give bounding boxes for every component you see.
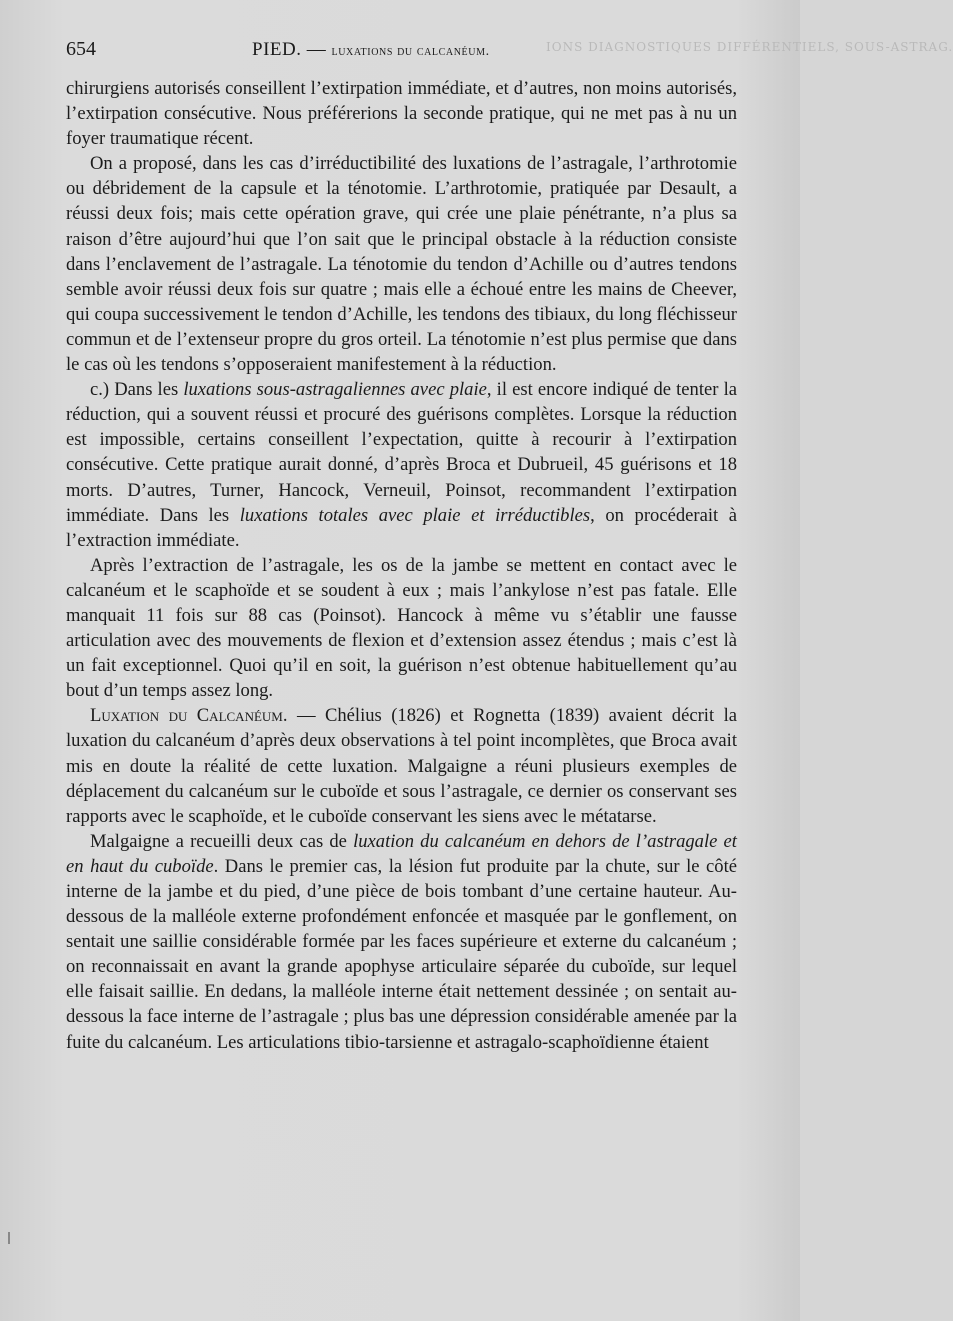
page-number: 654 — [66, 38, 96, 60]
paragraph-p6 — [66, 829, 737, 1055]
text-run: — Chélius (1826) et Rognetta (1839) avaient décrit la luxation du calcanéum d’après deux observations à tel point incomplètes, que Broca avait mis en doute la réalité de cette luxation. Malgaigne a réuni plusieurs exemples de déplacement du calcanéum sur le cuboïde et sous l’astragale, ce dernier os conservant ses rapports avec le scaphoïde, et le cuboïde conservant les siens avec le métatarse. — [66, 705, 737, 827]
text-run: c.) Dans les — [90, 379, 184, 401]
paragraph-p1 — [66, 76, 737, 151]
paragraph-p4 — [66, 553, 737, 704]
section-heading: Luxation du Calcanéum. — [90, 705, 288, 727]
text-run: , on procéderait à l’extraction immédiate. — [66, 504, 737, 551]
paragraph-p2 — [66, 151, 737, 377]
margin-mark — [8, 1232, 10, 1244]
paragraph-p5 — [66, 703, 737, 828]
text-run: , il est encore indiqué de tenter la réduction, qui a souvent réussi et procuré des guérisons complètes. Lorsque la réduction est impossible, certains conseillent l’expectation, quitte à recourir à l’extirpation consécutive. Cette pratique aurait donné, d’après Broca et Dubrueil, 45 guérisons et 18 morts. D’autres, Turner, Hancock, Verneuil, Poinsot, recommandent l’extirpation immédiate. Dans les — [66, 379, 737, 526]
running-head-sub: luxations du calcanéum. — [331, 44, 490, 59]
show-through-text: IONS DIAGNOSTIQUES DIFFÉRENTIELS, SOUS-ASTRAG. — [546, 40, 953, 54]
running-head-main: PIED. — — [252, 39, 327, 60]
text-run: On a proposé, dans les cas d’irréductibilité des luxations de l’astragale, l’arthrotomie ou débridement de la capsule et la ténotomie. L’arthrotomie, pratiquée par Desault, a réussi deux fois; mais cette opération grave, qui crée une plaie pénétrante, n’a plus sa raison d’être aujourd’hui que l’on sait que le principal obstacle à la réduction consiste dans l’enclavement de l’astragale. La ténotomie du tendon d’Achille ou d’autres tendons semble avoir réussi deux fois sur quatre ; mais elle a échoué entre les mains de Cheever, qui coupa successivement le tendon d’Achille, les tendons des tibiaux, du long fléchisseur commun et de l’extenseur propre du gros orteil. La ténotomie n’est plus permise que dans le cas où les tendons s’opposeraient manifestement à la réduction. — [66, 153, 737, 376]
body-text — [66, 76, 737, 1055]
text-run: chirurgiens autorisés conseillent l’extirpation immédiate, et d’autres, non moins autorisés, l’extirpation consécutive. Nous préférerions la seconde pratique, qui ne met pas à nu un foyer traumatique récent. — [66, 78, 737, 150]
italic-phrase: luxations totales avec plaie et irréductibles — [239, 504, 591, 526]
italic-phrase: luxations sous-astragaliennes avec plaie — [183, 379, 487, 401]
text-run: . Dans le premier cas, la lésion fut produite par la chute, sur le côté interne de la jambe et du pied, d’une pièce de bois tombant d’une certaine hauteur. Au-dessous de la malléole externe profondément enfoncée et masquée par le gonflement, on sentait une saillie considérable formée par les faces supérieure et externe du calcanéum ; on reconnaissait en avant la grande apophyse articulaire séparée du cuboïde, sur lequel elle faisait saillie. En dedans, la malléole interne était nettement dessinée ; on sentait au-dessous la face interne de l’astragale ; plus bas une dépression considérable amenée par la fuite du calcanéum. Les articulations tibio-tarsienne et astragalo-scaphoïdienne étaient — [66, 855, 737, 1053]
text-run: Malgaigne a recueilli deux cas de — [90, 830, 354, 852]
paragraph-p3 — [66, 377, 737, 553]
text-run: Après l’extraction de l’astragale, les os de la jambe se mettent en contact avec le calcanéum et le scaphoïde et se soudent à eux ; mais l’ankylose n’est pas fatale. Elle manquait 11 fois sur 88 cas (Poinsot). Hancock à même vu s’établir une fausse articulation avec des mouvements de flexion et d’extension assez étendus ; mais c’est là un fait exceptionnel. Quoi qu’il en soit, la guérison n’est obtenue habituellement qu’au bout d’un temps assez long. — [66, 554, 737, 702]
running-head-title — [252, 39, 490, 61]
italic-phrase: luxation du calcanéum en dehors de l’astragale et en haut du cuboïde — [66, 830, 737, 877]
